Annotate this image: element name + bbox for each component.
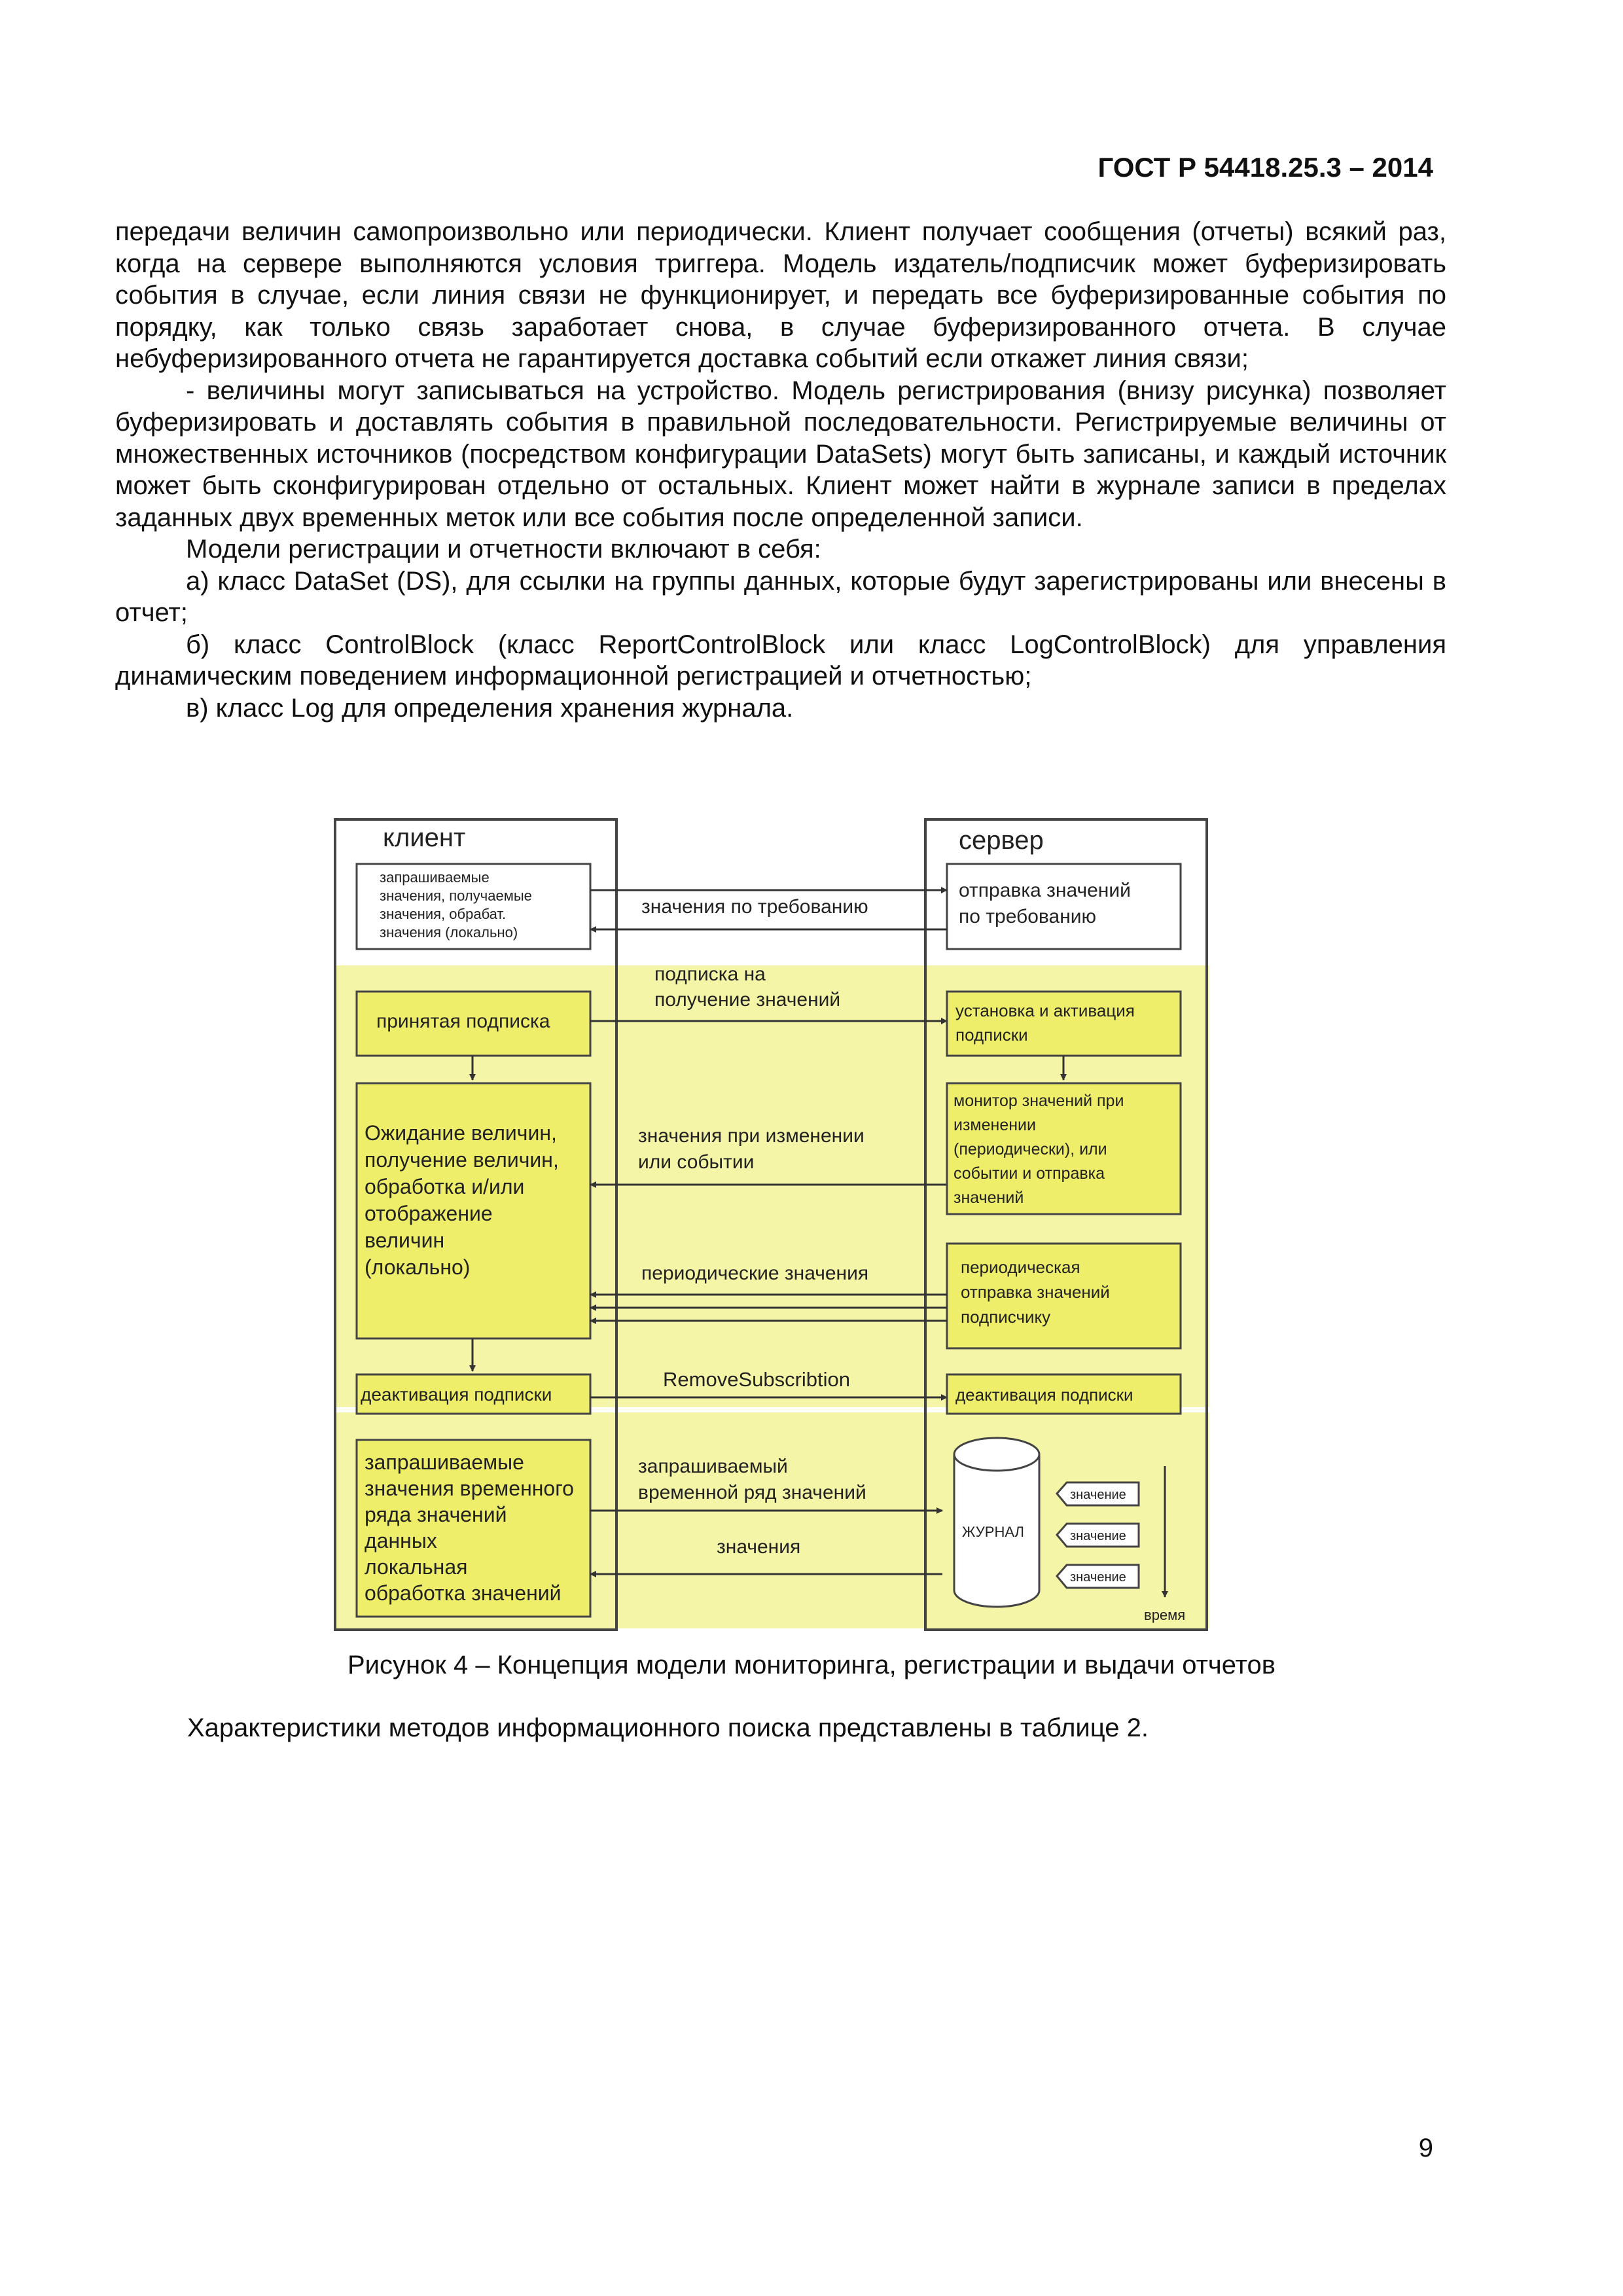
journal-label: ЖУРНАЛ xyxy=(962,1524,1024,1540)
paragraph: в) класс Log для определения хранения журнала. xyxy=(186,693,794,723)
paragraph: б) класс ControlBlock (класс ReportControlBlock или класс LogControlBlock) для управления динамическим поведением информационной регистрацией и отчетностью; xyxy=(115,630,1446,691)
client-title: клиент xyxy=(383,823,466,852)
paragraph: - величины могут записываться на устройство. Модель регистрирования (внизу рисунка) позволяет буферизировать и доставлять события в правильной последовательности. Регистрируемые величины от множественных источников (посредством конфигурации DataSets) могут быть записаны, и каждый источник может быть сконфигурирован отдельно от остальных. Клиент может найти в журнале записи в пределах заданных двух временных меток или все события после определенной записи. xyxy=(115,376,1446,532)
server-box-send-on-demand-text: отправка значений по требованию xyxy=(959,880,1131,927)
svg-text:значение: значение xyxy=(1070,1529,1126,1543)
client-box-accepted-subscription-text: принятая подписка xyxy=(376,1011,550,1032)
paragraph: Модели регистрации и отчетности включают в себя: xyxy=(186,535,821,564)
value-tag xyxy=(1057,1565,1139,1588)
client-box-time-series-text: запрашиваемые значения временного ряда значений данных локальная обработка значений xyxy=(365,1450,574,1605)
server-box-monitor-text: монитор значений при изменении (периодически), или событии и отправка значений xyxy=(954,1092,1124,1207)
paragraph: а) класс DataSet (DS), для ссылки на группы данных, которые будут зарегистрированы или внесены в отчет; xyxy=(115,566,1446,627)
value-tag xyxy=(1057,1482,1139,1505)
arrow-label-remove-subscription: RemoveSubscribtion xyxy=(663,1368,851,1391)
document-header: ГОСТ Р 54418.25.3 – 2014 xyxy=(1097,152,1433,183)
arrow-label-time-series: запрашиваемый временной ряд значений xyxy=(638,1456,866,1503)
server-title: сервер xyxy=(959,826,1044,855)
svg-text:значение: значение xyxy=(1070,1570,1126,1585)
server-box-deactivate-text: деактивация подписки xyxy=(955,1385,1133,1405)
arrow-label-subscribe: подписка на получение значений xyxy=(654,963,841,1011)
arrow-label-periodic: периодические значения xyxy=(641,1263,869,1284)
client-box-requested-values-text: запрашиваемые значения, получаемые значения, обрабат. значения (локально) xyxy=(380,869,532,941)
page-number: 9 xyxy=(1418,2134,1433,2162)
value-tag xyxy=(1057,1524,1139,1547)
client-box-waiting-text: Ожидание величин, получение величин, обработка и/или отображение величин (локально) xyxy=(365,1121,559,1279)
server-box-setup-subscription-text: установка и активация подписки xyxy=(955,1001,1135,1045)
client-box-deactivate-text: деактивация подписки xyxy=(361,1384,552,1405)
journal-database xyxy=(954,1438,1039,1607)
arrow-label-values: значения xyxy=(717,1536,801,1558)
paragraph: передачи величин самопроизвольно или периодически. Клиент получает сообщения (отчеты) всякий раз, когда на сервере выполняются условия триггера. Модель издатель/подписчик может буферизировать события в случае, если линия связи не функционирует, и передать все буферизированные события по порядку, как только связь заработает снова, в случае буферизированного отчета. В случае небуферизированного отчета не гарантируется доставка событий если откажет линия связи; xyxy=(115,217,1446,373)
server-box-periodic-text: периодическая отправка значений подписчику xyxy=(961,1257,1110,1327)
arrow-label-on-change: значения при изменении или событии xyxy=(638,1125,865,1173)
arrow-label-on-demand: значения по требованию xyxy=(641,896,868,918)
time-label: время xyxy=(1144,1607,1186,1623)
svg-text:значение: значение xyxy=(1070,1488,1126,1502)
figure-caption: Рисунок 4 – Концепция модели мониторинга, регистрации и выдачи отчетов xyxy=(347,1651,1276,1679)
after-figure-text: Характеристики методов информационного поиска представлены в таблице 2. xyxy=(187,1713,1149,1742)
